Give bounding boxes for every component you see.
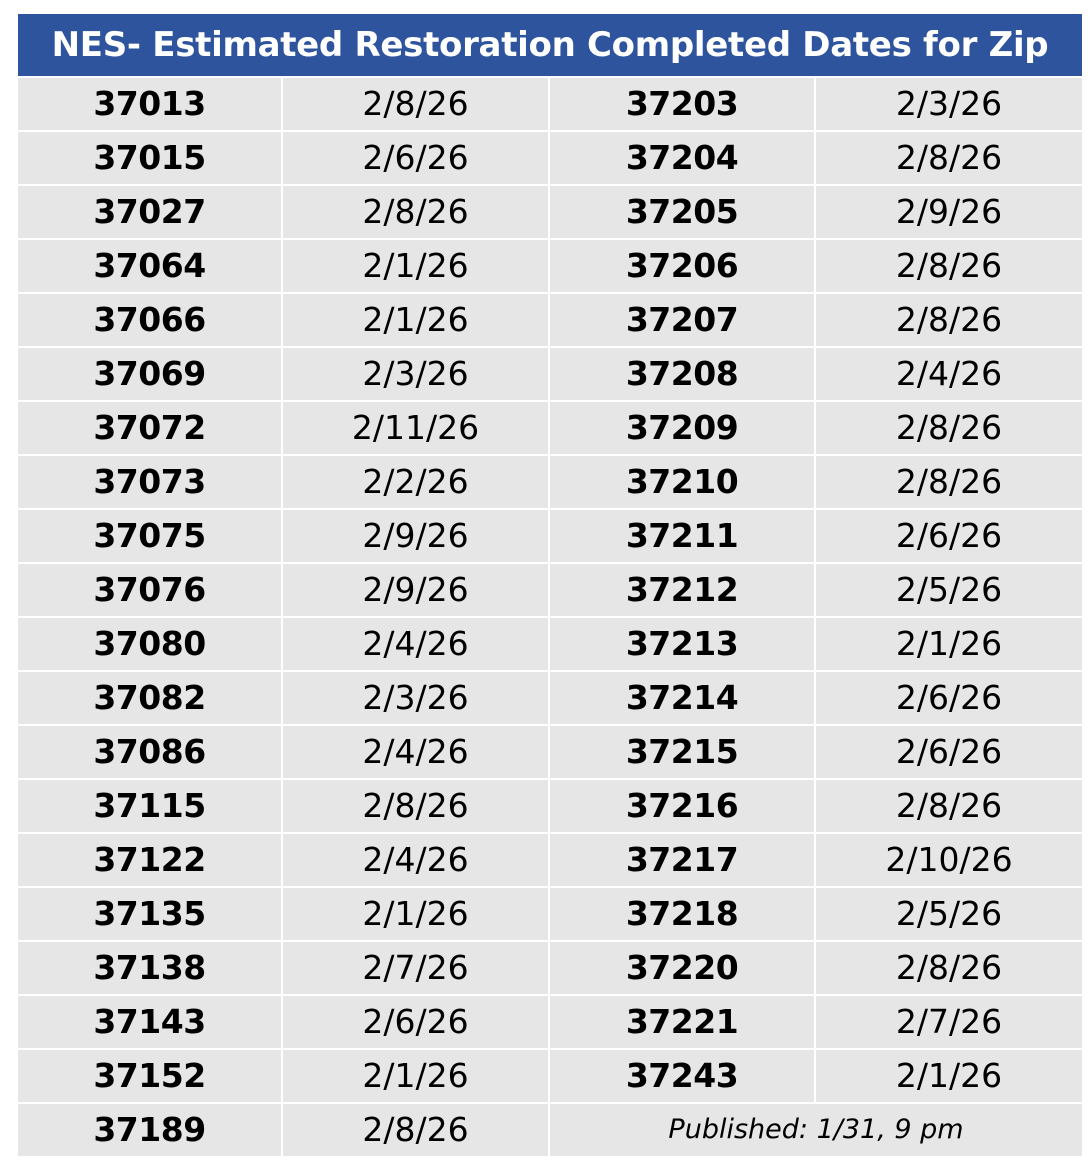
zip-code-cell: 37076 — [18, 564, 283, 618]
zip-code-cell: 37064 — [18, 240, 283, 294]
table-row — [18, 78, 1082, 132]
zip-date-table — [18, 78, 1082, 1158]
restoration-date-cell: 2/8/26 — [816, 456, 1082, 510]
zip-code-cell: 37218 — [550, 888, 816, 942]
table-row — [18, 240, 1082, 294]
zip-code-cell: 37066 — [18, 294, 283, 348]
restoration-date-cell: 2/8/26 — [816, 240, 1082, 294]
zip-code-cell: 37204 — [550, 132, 816, 186]
table-row — [18, 726, 1082, 780]
table-title: NES- Estimated Restoration Completed Dates for Zip — [18, 14, 1082, 76]
zip-code-cell: 37115 — [18, 780, 283, 834]
restoration-date-cell: 2/6/26 — [816, 510, 1082, 564]
restoration-date-cell: 2/5/26 — [816, 888, 1082, 942]
restoration-date-cell: 2/1/26 — [283, 888, 550, 942]
zip-code-cell: 37135 — [18, 888, 283, 942]
table-row — [18, 294, 1082, 348]
zip-code-cell: 37217 — [550, 834, 816, 888]
restoration-date-cell: 2/6/26 — [283, 996, 550, 1050]
restoration-date-cell: 2/7/26 — [816, 996, 1082, 1050]
restoration-date-cell: 2/9/26 — [283, 510, 550, 564]
table-row — [18, 1104, 1082, 1158]
restoration-date-cell: 2/3/26 — [816, 78, 1082, 132]
zip-code-cell: 37152 — [18, 1050, 283, 1104]
restoration-date-cell: 2/1/26 — [816, 1050, 1082, 1104]
zip-code-cell: 37243 — [550, 1050, 816, 1104]
zip-code-cell: 37209 — [550, 402, 816, 456]
restoration-date-cell: 2/10/26 — [816, 834, 1082, 888]
table-row — [18, 780, 1082, 834]
restoration-date-cell: 2/4/26 — [816, 348, 1082, 402]
table-row — [18, 942, 1082, 996]
table-row — [18, 564, 1082, 618]
restoration-date-cell: 2/8/26 — [283, 1104, 550, 1158]
table-row — [18, 996, 1082, 1050]
restoration-date-cell: 2/6/26 — [816, 726, 1082, 780]
restoration-date-cell: 2/4/26 — [283, 618, 550, 672]
restoration-date-cell: 2/1/26 — [283, 1050, 550, 1104]
table-row — [18, 510, 1082, 564]
table-row — [18, 402, 1082, 456]
table-row — [18, 132, 1082, 186]
restoration-date-cell: 2/8/26 — [816, 942, 1082, 996]
table-row — [18, 1050, 1082, 1104]
zip-date-table-body — [18, 78, 1082, 1158]
zip-code-cell: 37086 — [18, 726, 283, 780]
restoration-date-cell: 2/7/26 — [283, 942, 550, 996]
zip-code-cell: 37069 — [18, 348, 283, 402]
table-row — [18, 834, 1082, 888]
restoration-date-cell: 2/8/26 — [283, 78, 550, 132]
zip-code-cell: 37205 — [550, 186, 816, 240]
zip-code-cell: 37216 — [550, 780, 816, 834]
zip-code-cell: 37189 — [18, 1104, 283, 1158]
restoration-date-cell: 2/4/26 — [283, 834, 550, 888]
zip-code-cell: 37138 — [18, 942, 283, 996]
zip-code-cell: 37015 — [18, 132, 283, 186]
restoration-date-cell: 2/8/26 — [816, 402, 1082, 456]
zip-code-cell: 37207 — [550, 294, 816, 348]
restoration-date-cell: 2/6/26 — [816, 672, 1082, 726]
zip-code-cell: 37206 — [550, 240, 816, 294]
table-row — [18, 186, 1082, 240]
zip-code-cell: 37080 — [18, 618, 283, 672]
restoration-date-cell: 2/11/26 — [283, 402, 550, 456]
zip-code-cell: 37082 — [18, 672, 283, 726]
table-row — [18, 618, 1082, 672]
table-row — [18, 672, 1082, 726]
zip-code-cell: 37027 — [18, 186, 283, 240]
zip-code-cell: 37212 — [550, 564, 816, 618]
restoration-date-cell: 2/9/26 — [283, 564, 550, 618]
zip-code-cell: 37211 — [550, 510, 816, 564]
table-row — [18, 348, 1082, 402]
zip-code-cell: 37208 — [550, 348, 816, 402]
restoration-date-cell: 2/3/26 — [283, 672, 550, 726]
zip-code-cell: 37203 — [550, 78, 816, 132]
published-note: Published: 1/31, 9 pm — [550, 1104, 1082, 1158]
restoration-date-cell: 2/4/26 — [283, 726, 550, 780]
restoration-date-cell: 2/1/26 — [283, 294, 550, 348]
restoration-date-cell: 2/3/26 — [283, 348, 550, 402]
restoration-date-cell: 2/5/26 — [816, 564, 1082, 618]
zip-code-cell: 37214 — [550, 672, 816, 726]
zip-code-cell: 37072 — [18, 402, 283, 456]
zip-code-cell: 37073 — [18, 456, 283, 510]
zip-code-cell: 37221 — [550, 996, 816, 1050]
table-row — [18, 456, 1082, 510]
zip-code-cell: 37075 — [18, 510, 283, 564]
restoration-date-cell: 2/8/26 — [816, 294, 1082, 348]
zip-code-cell: 37143 — [18, 996, 283, 1050]
restoration-date-cell: 2/1/26 — [283, 240, 550, 294]
restoration-date-cell: 2/6/26 — [283, 132, 550, 186]
restoration-date-cell: 2/2/26 — [283, 456, 550, 510]
zip-code-cell: 37215 — [550, 726, 816, 780]
restoration-date-cell: 2/8/26 — [816, 132, 1082, 186]
restoration-date-cell: 2/9/26 — [816, 186, 1082, 240]
zip-code-cell: 37220 — [550, 942, 816, 996]
table-row — [18, 888, 1082, 942]
restoration-date-cell: 2/8/26 — [283, 186, 550, 240]
restoration-date-cell: 2/8/26 — [283, 780, 550, 834]
zip-code-cell: 37122 — [18, 834, 283, 888]
zip-code-cell: 37213 — [550, 618, 816, 672]
restoration-date-cell: 2/1/26 — [816, 618, 1082, 672]
restoration-dates-sheet — [18, 14, 1082, 1162]
restoration-date-cell: 2/8/26 — [816, 780, 1082, 834]
zip-code-cell: 37210 — [550, 456, 816, 510]
zip-code-cell: 37013 — [18, 78, 283, 132]
